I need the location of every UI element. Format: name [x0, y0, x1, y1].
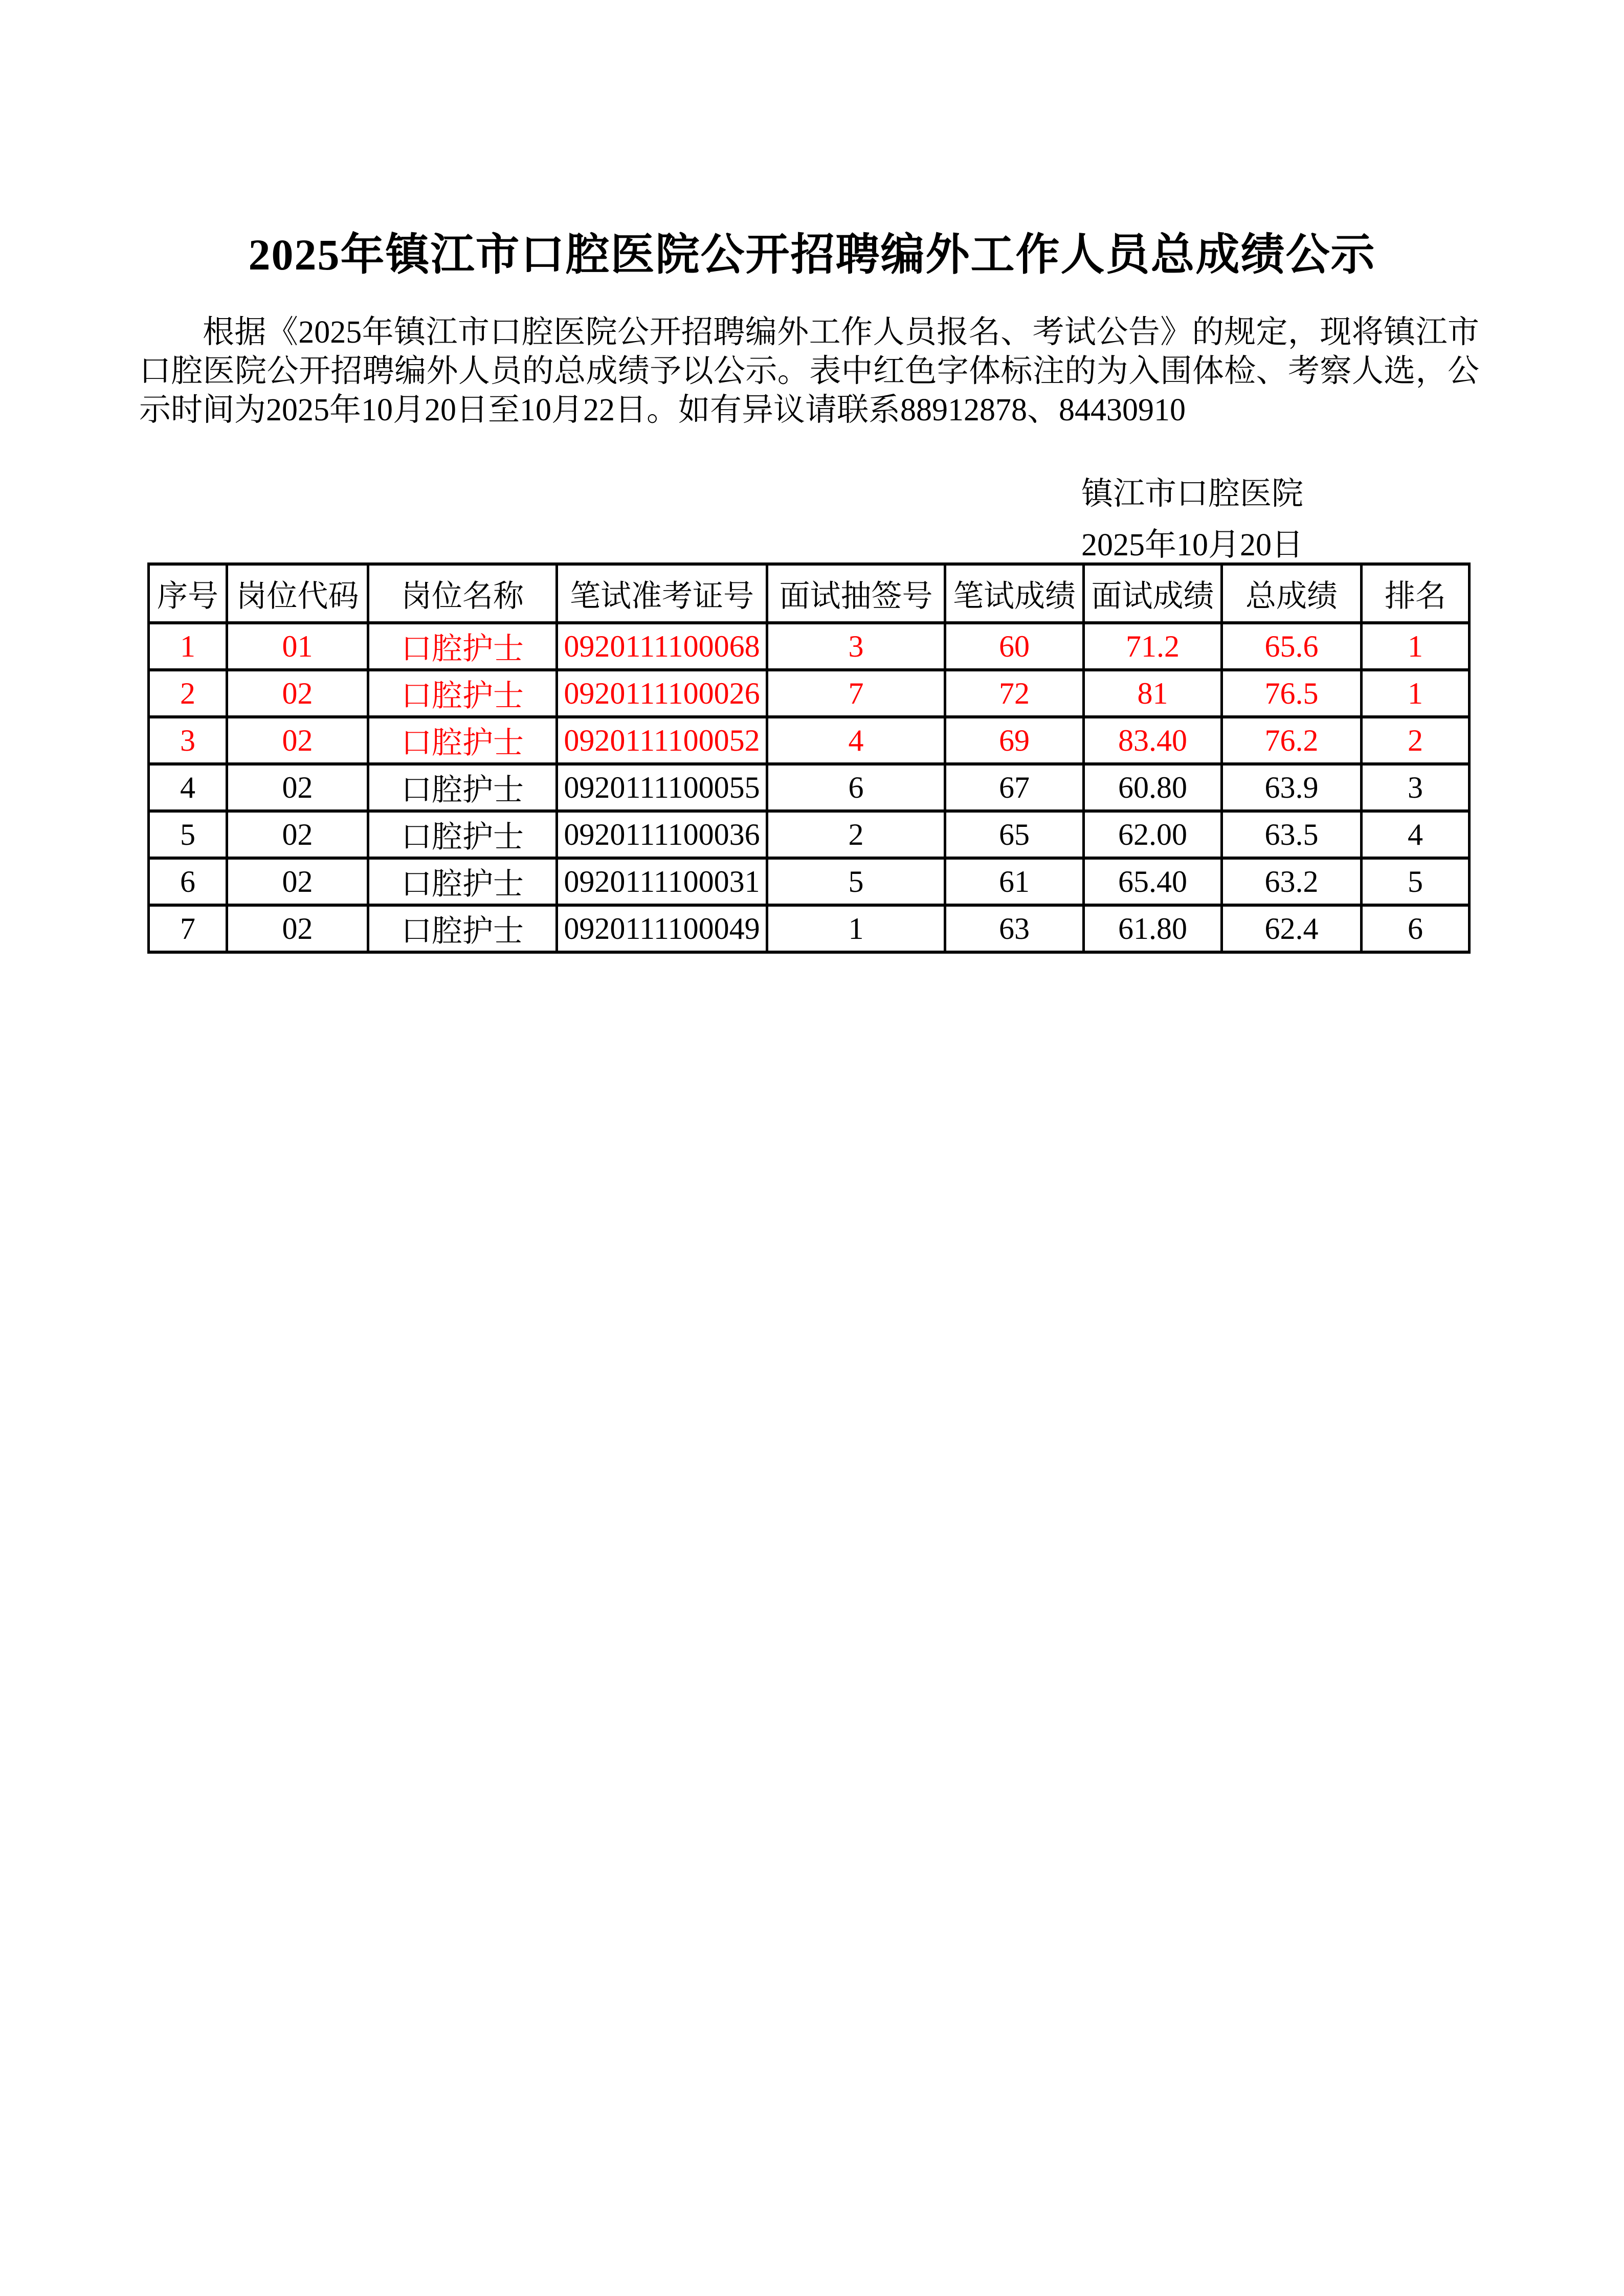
- signature-org: 镇江市口腔医院: [1081, 477, 1303, 511]
- table-cell: 02: [227, 811, 368, 858]
- table-cell: 0920111100036: [557, 811, 767, 858]
- table-cell: 7: [149, 905, 227, 952]
- table-cell: 口腔护士: [368, 905, 557, 952]
- table-cell: 63.2: [1222, 858, 1362, 905]
- table-cell: 5: [149, 811, 227, 858]
- table-cell: 63: [945, 905, 1084, 952]
- header-cell-interview-draw-number: 面试抽签号: [767, 564, 945, 623]
- table-cell: 0920111100055: [557, 764, 767, 811]
- header-cell-interview-score: 面试成绩: [1084, 564, 1222, 623]
- table-cell: 65.6: [1222, 623, 1362, 670]
- table-cell: 60.80: [1084, 764, 1222, 811]
- table-cell: 6: [1362, 905, 1470, 952]
- table-cell: 71.2: [1084, 623, 1222, 670]
- table-cell: 2: [767, 811, 945, 858]
- table-cell: 5: [1362, 858, 1470, 905]
- table-cell: 3: [767, 623, 945, 670]
- table-cell: 62.4: [1222, 905, 1362, 952]
- table-cell: 76.2: [1222, 717, 1362, 764]
- table-cell: 口腔护士: [368, 717, 557, 764]
- table-cell: 3: [149, 717, 227, 764]
- table-cell: 67: [945, 764, 1084, 811]
- table-cell: 6: [767, 764, 945, 811]
- table-cell: 4: [1362, 811, 1470, 858]
- table-cell: 1: [149, 623, 227, 670]
- table-cell: 7: [767, 670, 945, 717]
- signature-date: 2025年10月20日: [1081, 528, 1303, 562]
- table-row: [149, 811, 1470, 858]
- table-cell: 02: [227, 670, 368, 717]
- table-cell: 83.40: [1084, 717, 1222, 764]
- header-cell-written-exam-id: 笔试准考证号: [557, 564, 767, 623]
- table-cell: 1: [1362, 623, 1470, 670]
- table-cell: 01: [227, 623, 368, 670]
- table-cell: 02: [227, 764, 368, 811]
- table-cell: 02: [227, 858, 368, 905]
- table-cell: 口腔护士: [368, 764, 557, 811]
- table-cell: 1: [767, 905, 945, 952]
- table-cell: 口腔护士: [368, 811, 557, 858]
- table-cell: 6: [149, 858, 227, 905]
- table-cell: 0920111100026: [557, 670, 767, 717]
- table-cell: 3: [1362, 764, 1470, 811]
- table-cell: 65.40: [1084, 858, 1222, 905]
- header-cell-total-score: 总成绩: [1222, 564, 1362, 623]
- table-cell: 62.00: [1084, 811, 1222, 858]
- table-cell: 72: [945, 670, 1084, 717]
- page-title: 2025年镇江市口腔医院公开招聘编外工作人员总成绩公示: [248, 230, 1376, 279]
- table-row: [149, 905, 1470, 952]
- table-row: [149, 764, 1470, 811]
- table-cell: 2: [1362, 717, 1470, 764]
- table-cell: 5: [767, 858, 945, 905]
- header-cell-rank: 排名: [1362, 564, 1470, 623]
- table-header-row: [149, 564, 1470, 623]
- table-cell: 口腔护士: [368, 670, 557, 717]
- table-cell: 02: [227, 905, 368, 952]
- table-row: [149, 717, 1470, 764]
- header-cell-job-title: 岗位名称: [368, 564, 557, 623]
- table-row: [149, 670, 1470, 717]
- table-cell: 76.5: [1222, 670, 1362, 717]
- table-cell: 02: [227, 717, 368, 764]
- table-cell: 4: [767, 717, 945, 764]
- table-cell: 61: [945, 858, 1084, 905]
- results-table: [147, 562, 1471, 954]
- table-row: [149, 623, 1470, 670]
- header-cell-job-code: 岗位代码: [227, 564, 368, 623]
- header-cell-index: 序号: [149, 564, 227, 623]
- signature-block: [1066, 468, 1318, 571]
- table-cell: 61.80: [1084, 905, 1222, 952]
- table-cell: 0920111100052: [557, 717, 767, 764]
- table-cell: 0920111100068: [557, 623, 767, 670]
- table-cell: 0920111100049: [557, 905, 767, 952]
- intro-paragraph: 根据《2025年镇江市口腔医院公开招聘编外工作人员报名、考试公告》的规定，现将镇江市口腔医院公开招聘编外人员的总成绩予以公示。表中红色字体标注的为入围体检、考察人选，公示时间为2025年10月20日至10月22日。如有异议请联系88912878、84430910: [139, 315, 1479, 427]
- table-cell: 4: [149, 764, 227, 811]
- table-cell: 2: [149, 670, 227, 717]
- table-cell: 63.5: [1222, 811, 1362, 858]
- table-row: [149, 858, 1470, 905]
- table-cell: 口腔护士: [368, 858, 557, 905]
- table-cell: 0920111100031: [557, 858, 767, 905]
- table-cell: 1: [1362, 670, 1470, 717]
- table-cell: 60: [945, 623, 1084, 670]
- table-cell: 65: [945, 811, 1084, 858]
- header-cell-written-score: 笔试成绩: [945, 564, 1084, 623]
- table-cell: 口腔护士: [368, 623, 557, 670]
- table-cell: 81: [1084, 670, 1222, 717]
- table-cell: 63.9: [1222, 764, 1362, 811]
- table-cell: 69: [945, 717, 1084, 764]
